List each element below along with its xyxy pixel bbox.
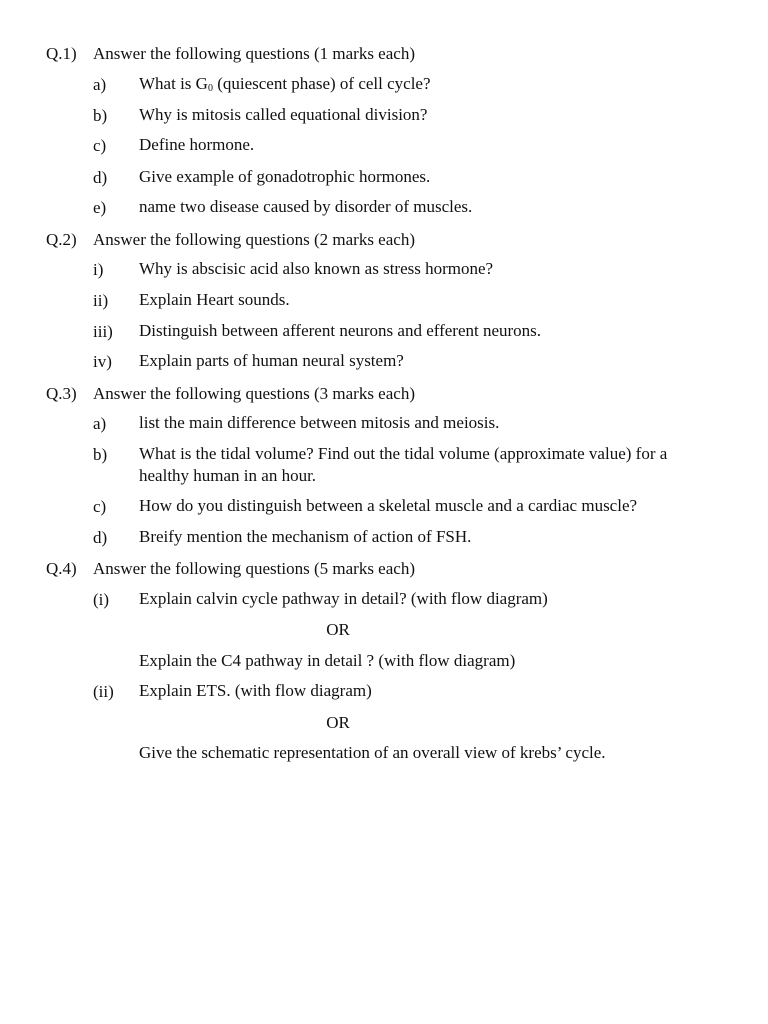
item-text: Why is abscisic acid also known as stress hormone? <box>139 259 494 278</box>
item-label: a) <box>93 75 107 94</box>
subscript: 0 <box>207 83 213 94</box>
item-text: Why is mitosis called equational division? <box>139 105 428 124</box>
item-text: list the main difference between mitosis and meiosis. <box>139 413 500 432</box>
item-label: c) <box>93 497 107 516</box>
item-label: iii) <box>93 322 113 341</box>
question-instruction: Answer the following questions (3 marks each) <box>93 384 415 403</box>
item-text: Explain Heart sounds. <box>139 290 290 309</box>
item-text: name two disease caused by disorder of muscles. <box>139 197 473 216</box>
item-label: i) <box>93 260 104 279</box>
item-text <box>139 73 714 100</box>
item-label: d) <box>93 168 108 187</box>
item-label: ii) <box>93 291 109 310</box>
question-instruction: Answer the following questions (1 marks each) <box>93 44 415 63</box>
item-label: e) <box>93 198 107 217</box>
item-text: Distinguish between afferent neurons and efferent neurons. <box>139 321 542 340</box>
item-label: c) <box>93 136 107 155</box>
item-alt-text: Explain the C4 pathway in detail ? (with flow diagram) <box>139 651 516 670</box>
question-number: Q.3) <box>46 384 77 403</box>
item-label: (i) <box>93 590 110 609</box>
item-label: b) <box>93 106 108 125</box>
item-label: b) <box>93 445 108 464</box>
item-text: Give example of gonadotrophic hormones. <box>139 167 431 186</box>
item-text: What is the tidal volume? Find out the tidal volume (approximate value) for a healthy human in an hour. <box>139 444 668 485</box>
item-text: Explain parts of human neural system? <box>139 351 404 370</box>
question-number: Q.1) <box>46 44 77 63</box>
item-text: Breify mention the mechanism of action of FSH. <box>139 527 472 546</box>
or-label: OR <box>326 713 350 732</box>
item-text: Explain ETS. (with flow diagram) <box>139 681 372 700</box>
or-label: OR <box>326 620 350 639</box>
question-instruction: Answer the following questions (5 marks each) <box>93 559 415 578</box>
item-label: iv) <box>93 352 112 371</box>
question-number: Q.4) <box>46 559 77 578</box>
item-label: a) <box>93 414 107 433</box>
item-text: How do you distinguish between a skeletal muscle and a cardiac muscle? <box>139 496 638 515</box>
item-alt-text: Give the schematic representation of an overall view of krebs’ cycle. <box>139 743 606 762</box>
item-label: (ii) <box>93 682 114 701</box>
item-text: Explain calvin cycle pathway in detail? (with flow diagram) <box>139 589 548 608</box>
question-instruction: Answer the following questions (2 marks each) <box>93 230 415 249</box>
item-text: Define hormone. <box>139 135 255 154</box>
item-text-part: (quiescent phase) of cell cycle? <box>212 74 431 93</box>
item-label: d) <box>93 528 108 547</box>
item-text-part: What is G <box>139 74 208 93</box>
question-number: Q.2) <box>46 230 77 249</box>
